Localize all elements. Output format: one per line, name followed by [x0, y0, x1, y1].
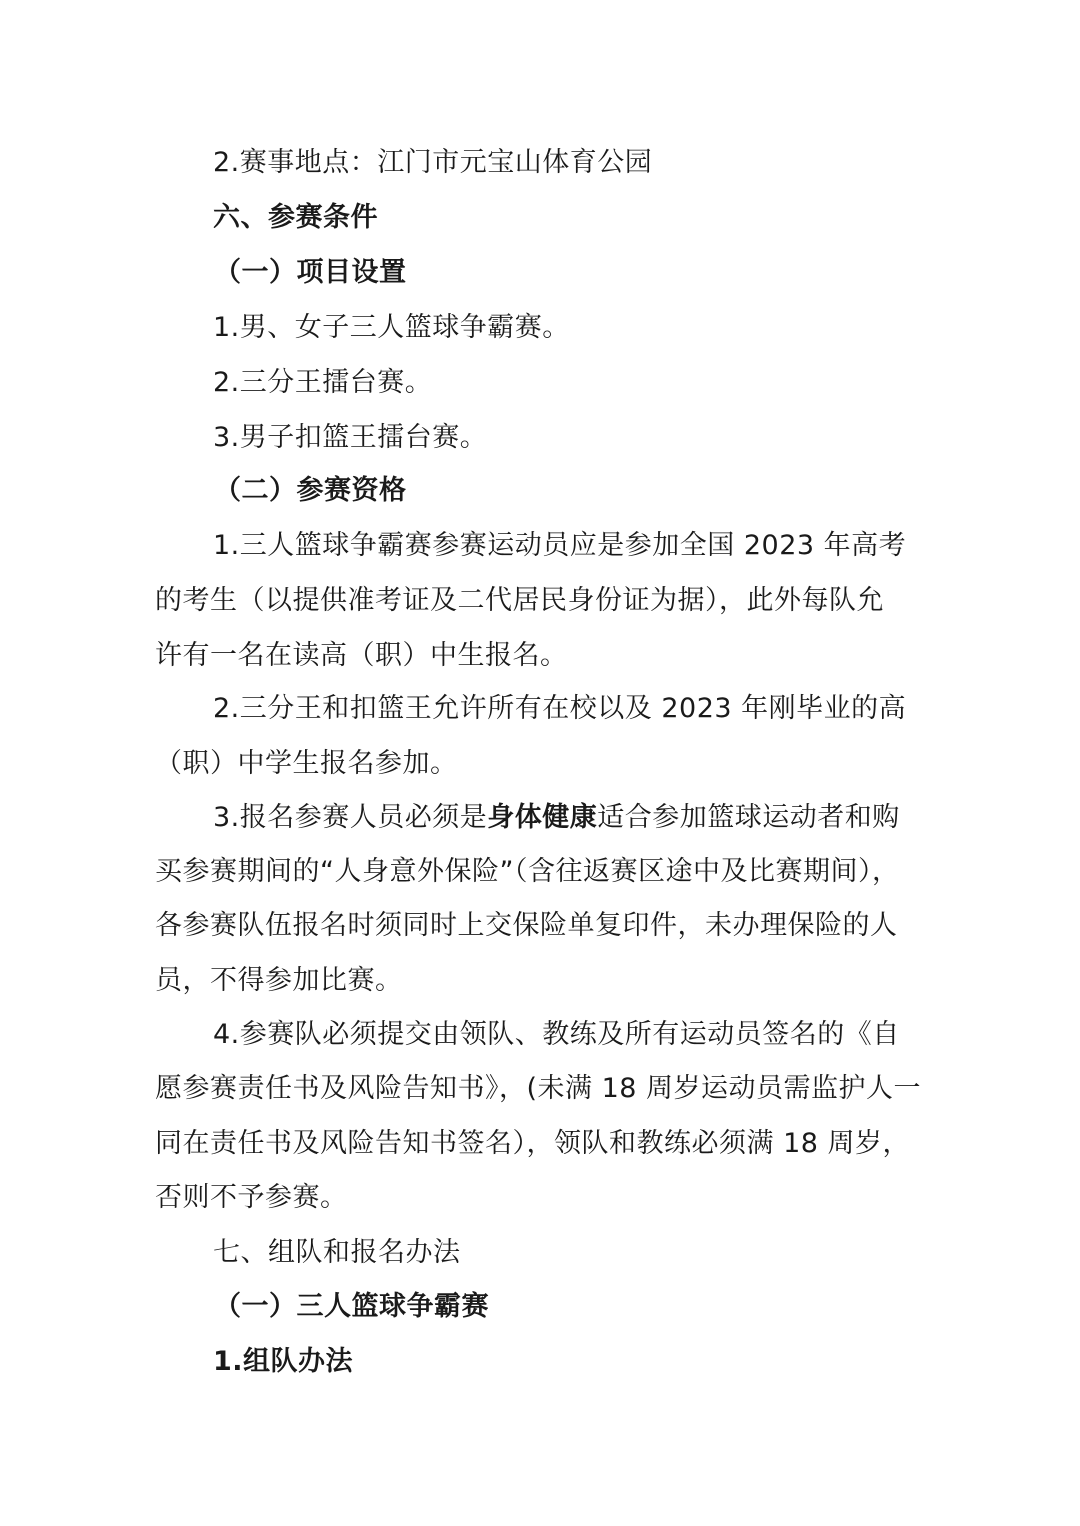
eligibility-p3-line2: 买参赛期间的“人身意外保险”（含往返赛区途中及比赛期间），	[155, 856, 900, 887]
subsection-heading-eligibility: （二）参赛资格	[214, 475, 407, 506]
subsection-heading-3x3: （一）三人篮球争霸赛	[214, 1291, 489, 1322]
event-location: 2.赛事地点：江门市元宝山体育公园	[213, 147, 653, 178]
eligibility-p4-line3: 同在责任书及风险告知书签名），领队和教练必须满 18 周岁，	[155, 1128, 911, 1159]
eligibility-p4-line4: 否则不予参赛。	[155, 1182, 348, 1213]
project-item-1: 1.男、女子三人篮球争霸赛。	[213, 312, 570, 343]
p3-pre-text: 3.报名参赛人员必须是	[213, 802, 488, 833]
eligibility-p1-line2: 的考生（以提供准考证及二代居民身份证为据），此外每队允	[155, 585, 884, 616]
team-formation-heading: 1.组队办法	[213, 1346, 354, 1377]
eligibility-p4-line2: 愿参赛责任书及风险告知书》，(未满 18 周岁运动员需监护人一	[155, 1073, 922, 1104]
eligibility-p3-line3: 各参赛队伍报名时须同时上交保险单复印件，未办理保险的人	[155, 910, 898, 941]
p3-post-text: 适合参加篮球运动者和购	[597, 802, 900, 833]
eligibility-p2-line2: （职）中学生报名参加。	[155, 748, 458, 779]
p3-emphasis-healthy: 身体健康	[487, 802, 598, 833]
project-item-2: 2.三分王擂台赛。	[213, 367, 433, 398]
section-heading-7: 七、组队和报名办法	[213, 1237, 461, 1268]
eligibility-p1-line1: 1.三人篮球争霸赛参赛运动员应是参加全国 2023 年高考	[213, 530, 907, 561]
eligibility-p1-line3: 许有一名在读高（职）中生报名。	[155, 640, 568, 671]
section-heading-6: 六、参赛条件	[213, 202, 378, 233]
eligibility-p3-line4: 员，不得参加比赛。	[155, 965, 403, 996]
subsection-heading-projects: （一）项目设置	[214, 257, 407, 288]
eligibility-p2-line1: 2.三分王和扣篮王允许所有在校以及 2023 年刚毕业的高	[213, 693, 907, 724]
project-item-3: 3.男子扣篮王擂台赛。	[213, 422, 488, 453]
eligibility-p3-line1	[213, 798, 1003, 838]
eligibility-p4-line1: 4.参赛队必须提交由领队、教练及所有运动员签名的《自	[213, 1019, 900, 1050]
